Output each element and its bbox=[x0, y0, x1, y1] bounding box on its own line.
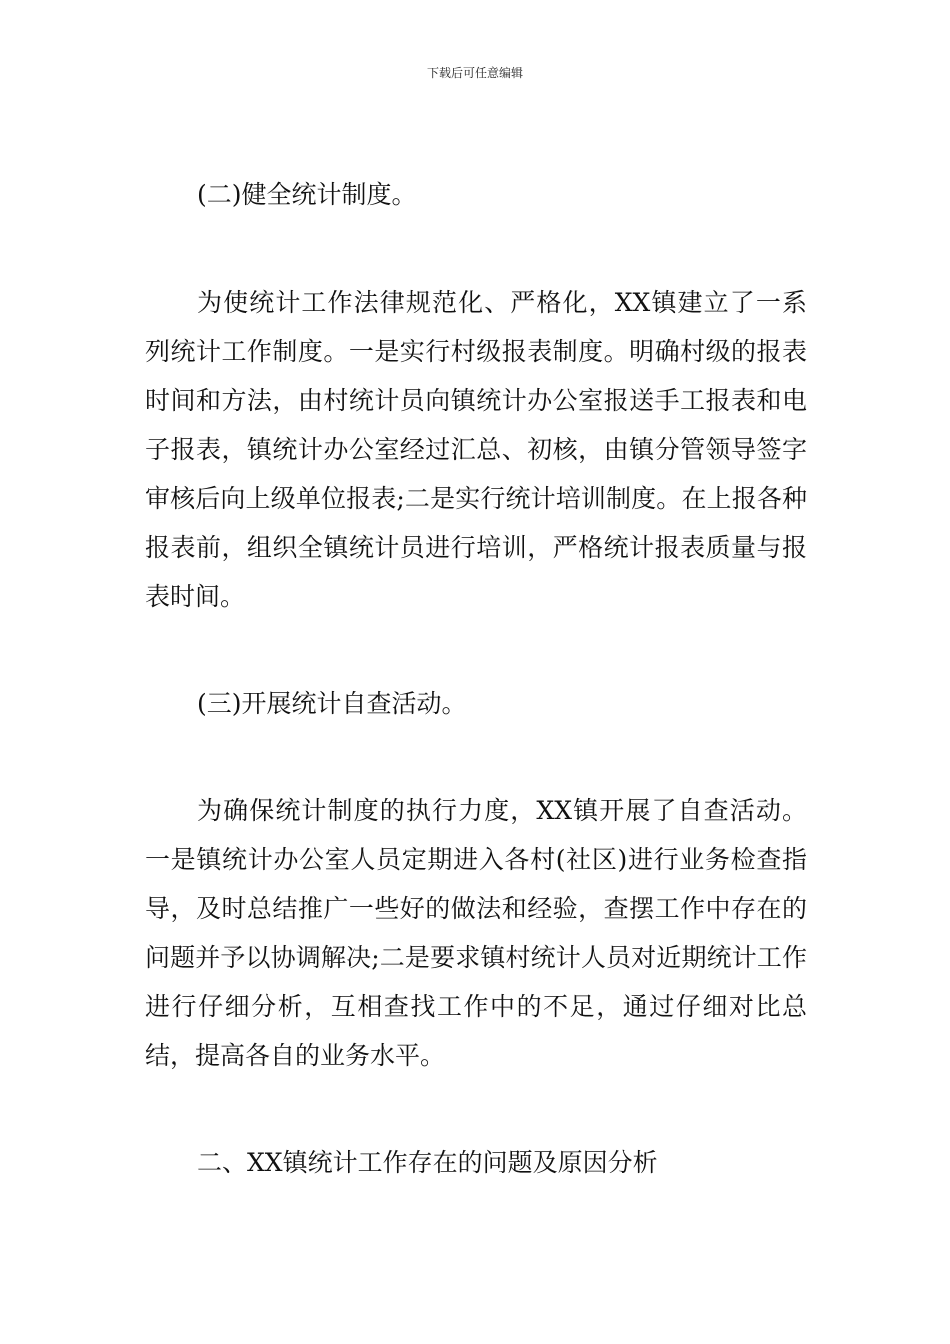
document-body bbox=[145, 170, 807, 1187]
section-heading-2: (二)健全统计制度。 bbox=[197, 180, 417, 209]
spacer bbox=[145, 219, 807, 278]
section-paragraph-3: 为确保统计制度的执行力度，XX镇开展了自查活动。一是镇统计办公室人员定期进入各村(社区)进行业务检查指导，及时总结推广一些好的做法和经验，查摆工作中存在的问题并予以协调解决;二是要求镇村统计人员对近期统计工作进行仔细分析，互相查找工作中的不足，通过仔细对比总结，提高各自的业务水平。 bbox=[145, 796, 807, 1070]
spacer bbox=[145, 1080, 807, 1138]
spacer bbox=[145, 728, 807, 786]
spacer bbox=[145, 621, 807, 679]
page-header-note: 下载后可任意编辑 bbox=[426, 66, 523, 80]
section-heading-3: (三)开展统计自查活动。 bbox=[197, 689, 467, 718]
section-paragraph-2: 为使统计工作法律规范化、严格化，XX镇建立了一系列统计工作制度。一是实行村级报表制度。明确村级的报表时间和方法，由村统计员向镇统计办公室报送手工报表和电子报表，镇统计办公室经过汇总、初核，由镇分管领导签字审核后向上级单位报表;二是实行统计培训制度。在上报各种报表前，组织全镇统计员进行培训，严格统计报表质量与报表时间。 bbox=[145, 288, 807, 611]
chapter-heading-2: 二、XX镇统计工作存在的问题及原因分析 bbox=[197, 1148, 658, 1177]
